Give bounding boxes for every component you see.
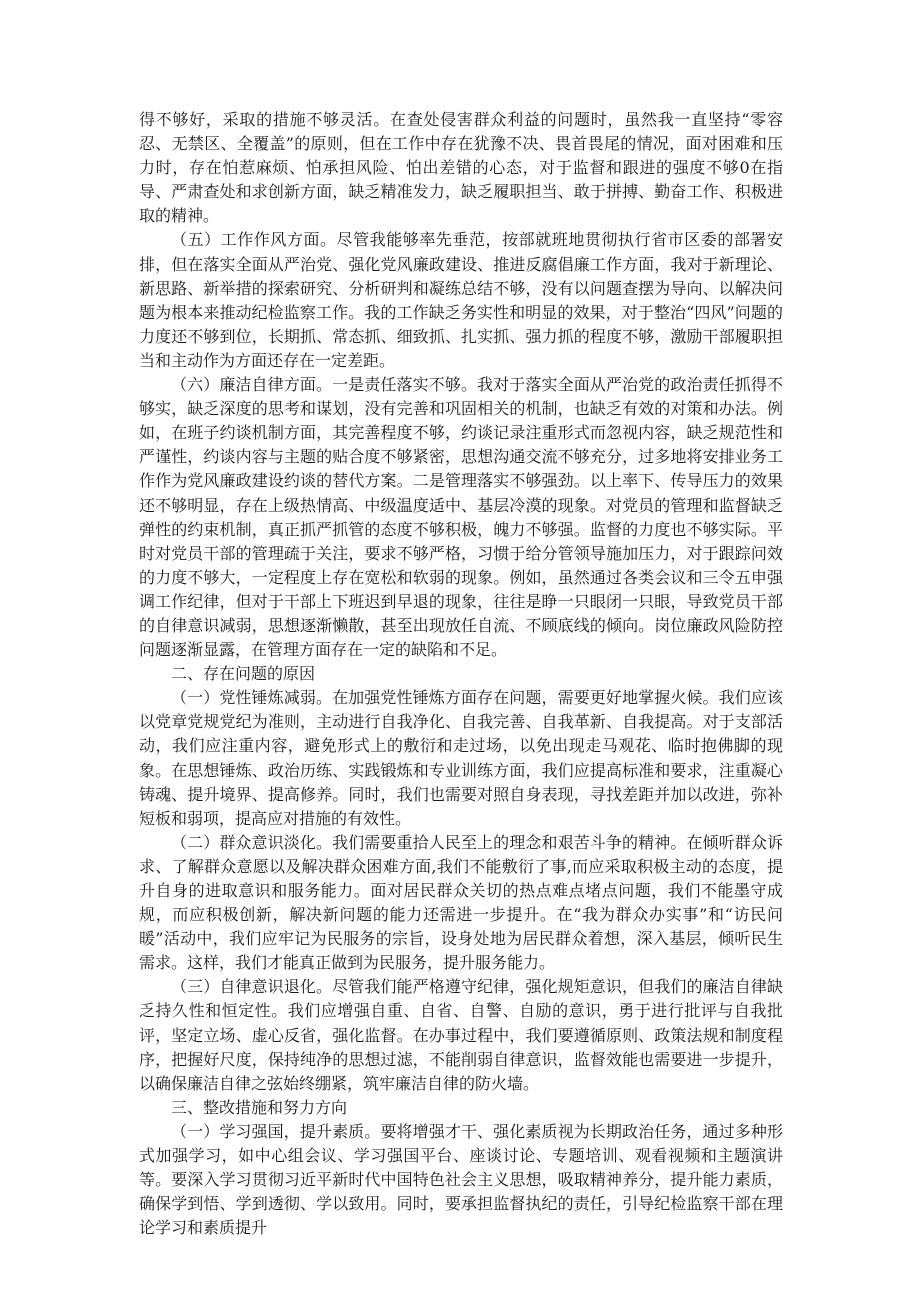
section-heading-measures: 三、整改措施和努力方向 [171,1097,348,1117]
paragraph-study-quality: （一）学习强国，提升素质。要将增强才干、强化素质视为长期政治任务，通过多种形式加强学习，如中心组会议、学习强国平台、座谈讨论、专题培训、观看视频和主题演讲等。要深入学习贯彻习近平新时代中国特色社会主义思想，吸取精神养分，提升能力素质，确保学到悟、学到透彻、学以致用。同时，要承担监督执纪的责任，引导纪检监察干部在理论学习和素质提升 [139,1121,783,1238]
paragraph-work-style: （五）工作作风方面。尽管我能够率先垂范，按部就班地贯彻执行省市区委的部署安排，但在落实全面从严治党、强化党风廉政建设、推进反腐倡廉工作方面，我对于新理论、新思路、新举措的探索研究、分析研判和凝练总结不够，没有以问题查摆为导向、以解决问题为根本来推动纪检监察工作。我的工作缺乏务实性和明显的效果，对于整治“四风”问题的力度还不够到位，长期抓、常态抓、细致抓、扎实抓、强力抓的程度不够，激励干部履职担当和主动作为方面还存在一定差距。 [139,230,783,370]
document-body [139,108,783,1240]
paragraph-continuation: 得不够好，采取的措施不够灵活。在查处侵害群众利益的问题时，虽然我一直坚持“零容忍、无禁区、全覆盖”的原则，但在工作中存在犹豫不决、畏首畏尾的情况，面对困难和压力时，存在怕惹麻烦、怕承担风险、怕出差错的心态，对于监督和跟进的强度不够0在指导、严肃查处和求创新方面，缺乏精准发力，缺乏履职担当、敢于拼搏、勤奋工作、积极进取的精神。 [139,110,783,226]
paragraph-mass-awareness: （二）群众意识淡化。我们需要重拾人民至上的理念和艰苦斗争的精神。在倾听群众诉求、了解群众意愿以及解决群众困难方面,我们不能敷衍了事,而应采取积极主动的态度，提升自身的进取意识和服务能力。面对居民群众关切的热点难点堵点问题，我们不能墨守成规，而应积极创新，解决新问题的能力还需进一步提升。在“我为群众办实事”和“访民问暖”活动中，我们应牢记为民服务的宗旨，设身处地为居民群众着想，深入基层，倾听民生需求。这样，我们才能真正做到为民服务，提升服务能力。 [139,832,783,973]
paragraph-party-spirit: （一）党性锤炼减弱。在加强党性锤炼方面存在问题，需要更好地掌握火候。我们应该以党章党规党纪为准则，主动进行自我净化、自我完善、自我革新、自我提高。对于支部活动，我们应注重内容，避免形式上的敷衍和走过场，以免出现走马观花、临时抱佛脚的现象。在思想锤炼、政治历练、实践锻炼和专业训练方面，我们应提高标准和要求，注重凝心铸魂、提升境界、提高修养。同时，我们也需要对照自身表现，寻找差距并加以改进，弥补短板和弱项，提高应对措施的有效性。 [139,688,783,828]
paragraph-integrity-discipline: （六）廉洁自律方面。一是责任落实不够。我对于落实全面从严治党的政治责任抓得不够实，缺乏深度的思考和谋划，没有完善和巩固相关的机制，也缺乏有效的对策和办法。例如，在班子约谈机制方面，其完善程度不够，约谈记录注重形式而忽视内容，缺乏规范性和严谨性，约谈内容与主题的贴合度不够紧密，思想沟通交流不够充分，过多地将安排业务工作作为党风廉政建设约谈的替代方案。二是管理落实不够强劲。以上率下、传导压力的效果还不够明显，存在上级热情高、中级温度适中、基层冷漠的现象。对党员的管理和监督缺乏弹性的约束机制，真正抓严抓管的态度不够积极，魄力不够强。监督的力度也不够实际。平时对党员干部的管理疏于关注，要求不够严格，习惯于给分管领导施加压力，对于跟踪问效的力度不够大，一定程度上存在宽松和软弱的现象。例如，虽然通过各类会议和三令五申强调工作纪律，但对于干部上下班迟到早退的现象，往往是睁一只眼闭一只眼，导致党员干部的自律意识减弱，思想逐渐懒散，甚至出现放任自流、不顾底线的倾向。岗位廉政风险防控问题逐渐显露，在管理方面存在一定的缺陷和不足。 [139,375,783,660]
section-heading-causes: 二、存在问题的原因 [171,664,316,684]
paragraph-self-discipline: （三）自律意识退化。尽管我们能严格遵守纪律，强化规矩意识，但我们的廉洁自律缺乏持久性和恒定性。我们应增强自重、自省、自警、自励的意识，勇于进行批评与自我批评，坚定立场、虚心反省，强化监督。在办事过程中，我们要遵循原则、政策法规和制度程序，把握好尺度，保持纯净的思想过滤，不能削弱自律意识，监督效能也需要进一步提升，以确保廉洁自律之弦始终绷紧，筑牢廉洁自律的防火墙。 [139,977,783,1093]
